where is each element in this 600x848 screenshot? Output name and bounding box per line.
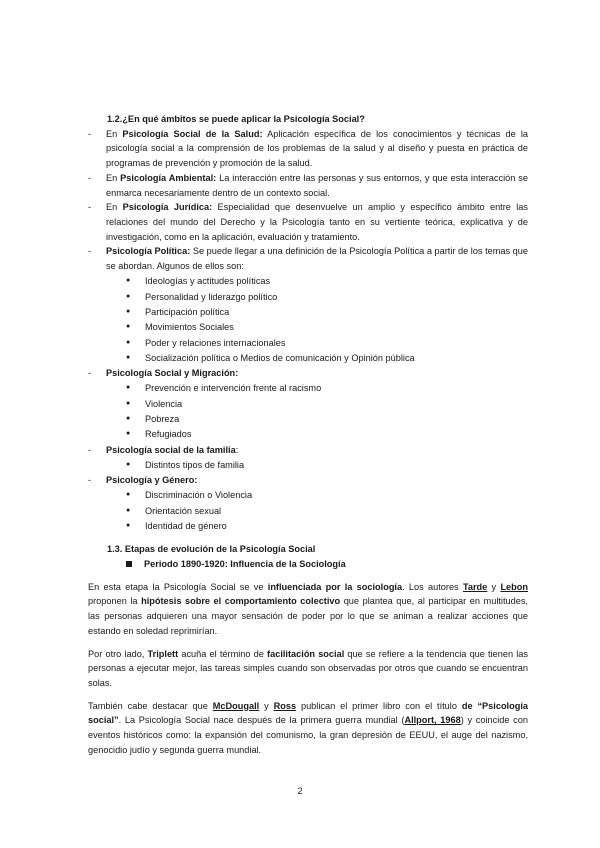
item-colon: : bbox=[213, 172, 217, 183]
text-run-bold: hipótesis sobre el comportamiento colectivo bbox=[141, 596, 341, 607]
text-run: proponen la bbox=[88, 596, 142, 607]
author-ross: Ross bbox=[273, 700, 297, 711]
author-tarde: Tarde bbox=[462, 581, 488, 592]
item-colon: : bbox=[209, 202, 213, 213]
list-item-salud bbox=[88, 127, 528, 171]
bullet-item: ● Identidad de género bbox=[126, 519, 528, 534]
bullet-item: ● Personalidad y liderazgo político bbox=[126, 290, 528, 305]
text-run: Por otro lado, bbox=[88, 648, 148, 659]
paragraph-3 bbox=[88, 699, 528, 758]
bullet-list-migracion bbox=[88, 381, 528, 442]
paragraph-2 bbox=[88, 647, 528, 691]
period-subheading: Periodo 1890-1920: Influencia de la Sociología bbox=[126, 557, 528, 572]
text-run: y bbox=[487, 581, 501, 592]
bullet-list-familia bbox=[88, 458, 528, 473]
bullet-item: ● Orientación sexual bbox=[126, 504, 528, 519]
bullet-item: ● Ideologías y actitudes políticas bbox=[126, 274, 528, 289]
item-prefix: En bbox=[106, 128, 123, 139]
item-description: Aplicación específica de los conocimientos y técnicas de la psicología social a la comprensión de los problemas de la salud y al diseño y puesta en práctica de programas de prevención y promoción de la salud. bbox=[106, 128, 529, 169]
bullet-item: ● Violencia bbox=[126, 397, 528, 412]
document-body bbox=[88, 112, 528, 758]
item-colon: : bbox=[194, 475, 198, 486]
section-heading-1-2: 1.2.¿En qué ámbitos se puede aplicar la Psicología Social? bbox=[107, 114, 365, 124]
item-prefix: En bbox=[106, 172, 121, 183]
text-run-bold: influenciada por la sociología bbox=[267, 581, 403, 592]
text-run: En esta etapa la Psicología Social se ve bbox=[88, 581, 268, 592]
text-run: También cabe destacar que bbox=[88, 700, 213, 711]
item-term: Psicología Política bbox=[106, 246, 188, 257]
item-colon: : bbox=[187, 246, 191, 257]
text-run: acuña el término de bbox=[178, 648, 268, 659]
item-term: Psicología Ambiental bbox=[120, 172, 214, 183]
item-term: Psicología social de la familia bbox=[106, 444, 236, 455]
item-term: Psicología Social de la Salud bbox=[122, 128, 260, 139]
author-lebon: Lebon bbox=[500, 581, 528, 592]
list-item-juridica bbox=[88, 200, 528, 244]
bullet-item: ● Socialización política o Medios de comunicación y Opinión pública bbox=[126, 351, 528, 366]
list-item-migracion bbox=[88, 366, 528, 381]
text-run: que plantea que, al participar en multitudes, las personas adquieren una mayor sensación de poder por lo que se animan a realizar acciones que estando en soledad reprimirían. bbox=[88, 596, 528, 636]
bullet-item: ● Movimientos Sociales bbox=[126, 320, 528, 335]
text-run: . La Psicología Social nace después de la primera guerra mundial ( bbox=[118, 715, 405, 726]
paragraph-1 bbox=[88, 580, 528, 639]
item-description: Se puede llegar a una definición de la Psicología Política a partir de los temas que se abordan. Algunos de ellos son: bbox=[106, 246, 528, 272]
list-item-ambiental bbox=[88, 171, 528, 200]
item-term: Psicología y Género bbox=[106, 475, 195, 486]
text-run: . Los autores bbox=[402, 581, 463, 592]
item-term: Psicología Social y Migración bbox=[106, 368, 236, 379]
bullet-item: ● Refugiados bbox=[126, 427, 528, 442]
item-colon: : bbox=[259, 128, 263, 139]
item-description: La interacción entre las personas y sus entornos, y que esta interacción se enmarca necesariamente dentro de un contexto social. bbox=[106, 172, 528, 198]
text-run: y bbox=[259, 700, 274, 711]
item-term: Psicología Jurídica bbox=[122, 202, 210, 213]
bullet-list-politica bbox=[88, 274, 528, 365]
item-colon: : bbox=[235, 444, 239, 455]
item-prefix: En bbox=[106, 202, 123, 213]
bullet-item: ● Distintos tipos de familia bbox=[126, 458, 528, 473]
author-triplett: Triplett bbox=[147, 648, 179, 659]
author-mcdougall: McDougall bbox=[212, 700, 260, 711]
item-description: Especialidad que desenvuelve un amplio y específico ámbito entre las relaciones del mundo del Derecho y la Psicología tanto en su vertiente teórica, explicativa y de investigación, como en la aplicación, evaluación y tratamiento. bbox=[106, 202, 528, 242]
section-heading-1-3: 1.3. Etapas de evolución de la Psicología Social bbox=[107, 544, 316, 555]
text-run-bold: facilitación social bbox=[267, 648, 345, 659]
list-item-familia bbox=[88, 443, 528, 458]
citation-allport: Allport, 1968 bbox=[404, 715, 461, 726]
list-item-genero bbox=[88, 473, 528, 488]
bullet-item: ● Discriminación o Violencia bbox=[126, 488, 528, 503]
text-run: que se refiere a la tendencia que tienen las personas a ejecutar mejor, las tareas simples cuando son observadas por otros que cuando se encuentran solas. bbox=[88, 648, 528, 688]
bullet-list-genero bbox=[88, 488, 528, 533]
text-run: publican el primer libro con el título bbox=[296, 700, 462, 711]
text-run-bold: de “Psicología social” bbox=[88, 700, 528, 726]
text-run: ) y coincide con eventos históricos como: la expansión del comunismo, la gran depresión de EEUU, el auge del nazismo, genocidio judío y segunda guerra mundial. bbox=[88, 715, 528, 755]
bullet-item: ● Prevención e intervención frente al racismo bbox=[126, 381, 528, 396]
bullet-item: ● Participación política bbox=[126, 305, 528, 320]
page-number: 2 bbox=[297, 786, 303, 796]
bullet-item: ● Pobreza bbox=[126, 412, 528, 427]
item-colon: : bbox=[235, 368, 239, 379]
list-item-politica bbox=[88, 244, 528, 273]
bullet-item: ● Poder y relaciones internacionales bbox=[126, 336, 528, 351]
